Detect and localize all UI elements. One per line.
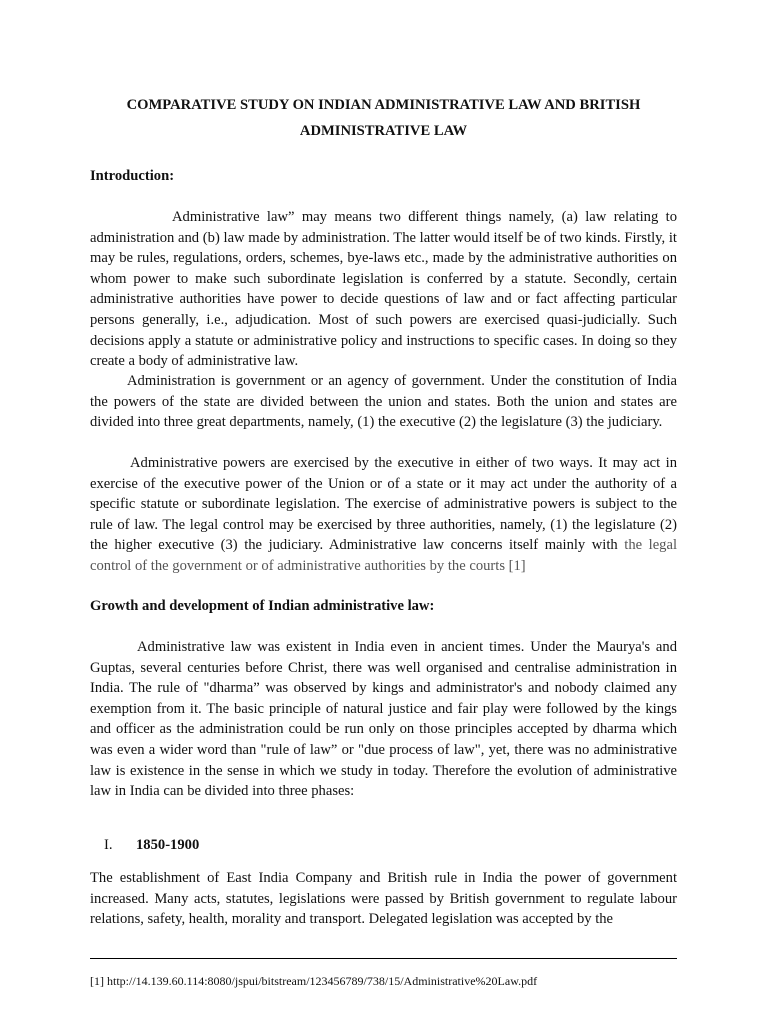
growth-paragraph: Administrative law was existent in India even in ancient times. Under the Maurya's and Guptas, several centuries before Christ, there was well organised and centralise administration in India. The rule of "dharma” was observed by kings and administrator's and nobody claimed any exemption from it. The basic principle of natural justice and fair play were followed by the kings and officer as the administration could be run only on those principles accepted by dharma which was even a wider word than "rule of law” or "due process of law", yet, there was no administrative law is existence in the sense in which we study in today. Therefore the evolution of administrative law in India can be divided into three phases: (90, 639, 677, 800)
footnote-separator (90, 958, 677, 959)
intro-paragraph-3-text: Administrative powers are exercised by the executive in either of two ways. It may act in exercise of the executive power of the Union or of a state or it may act under the authority of a specific statute or subordinate legislation. The exercise of administrative powers is subject to the rule of law. The legal control may be exercised by three authorities, namely, (1) the legislature (2) the higher executive (3) the judiciary. Administrative law concerns itself mainly with (90, 455, 677, 554)
phase-1-heading (104, 835, 199, 855)
intro-paragraph-3 (90, 453, 677, 577)
intro-paragraph-2: Administration is government or an agency of government. Under the constitution of India the powers of the state are divided between the union and states. Both the union and states are divided into three great departments, namely, (1) the executive (2) the legislature (3) the judiciary. (90, 373, 677, 431)
phase-1-paragraph: The establishment of East India Company and British rule in India the power of government increased. Many acts, statutes, legislations were passed by British government to regulate labour relations, safety, health, morality and transport. Delegated legislation was accepted by the (90, 870, 677, 928)
document-title: COMPARATIVE STUDY ON INDIAN ADMINISTRATIVE LAW AND BRITISH ADMINISTRATIVE LAW (126, 97, 641, 139)
intro-paragraph-1: Administrative law” may means two different things namely, (a) law relating to administration and (b) law made by administration. The latter would itself be of two kinds. Firstly, it may be rules, regulations, orders, schemes, bye-laws etc., made by the administrative authorities on whom power to make such subordinate legislation is conferred by a statute. Secondly, certain administrative authorities have power to decide questions of law and or fact affecting particular persons generally, i.e., adjudication. Most of such powers are exercised quasi-judicially. Such decisions apply a statute or administrative policy and instructions to specific cases. In doing so they create a body of administrative law. (90, 209, 677, 370)
footnote: [1] http://14.139.60.114:8080/jspui/bitstream/123456789/738/15/Administrative%20Law.pdf (90, 974, 538, 988)
growth-heading: Growth and development of Indian administrative law: (90, 598, 435, 614)
intro-paragraph-3-citation: the legal control of the government or of administrative authorities by the courts [1] (90, 537, 677, 574)
introduction-heading: Introduction: (90, 168, 175, 184)
phase-1-label: 1850-1900 (136, 837, 200, 853)
phase-1-number: I. (104, 837, 113, 853)
